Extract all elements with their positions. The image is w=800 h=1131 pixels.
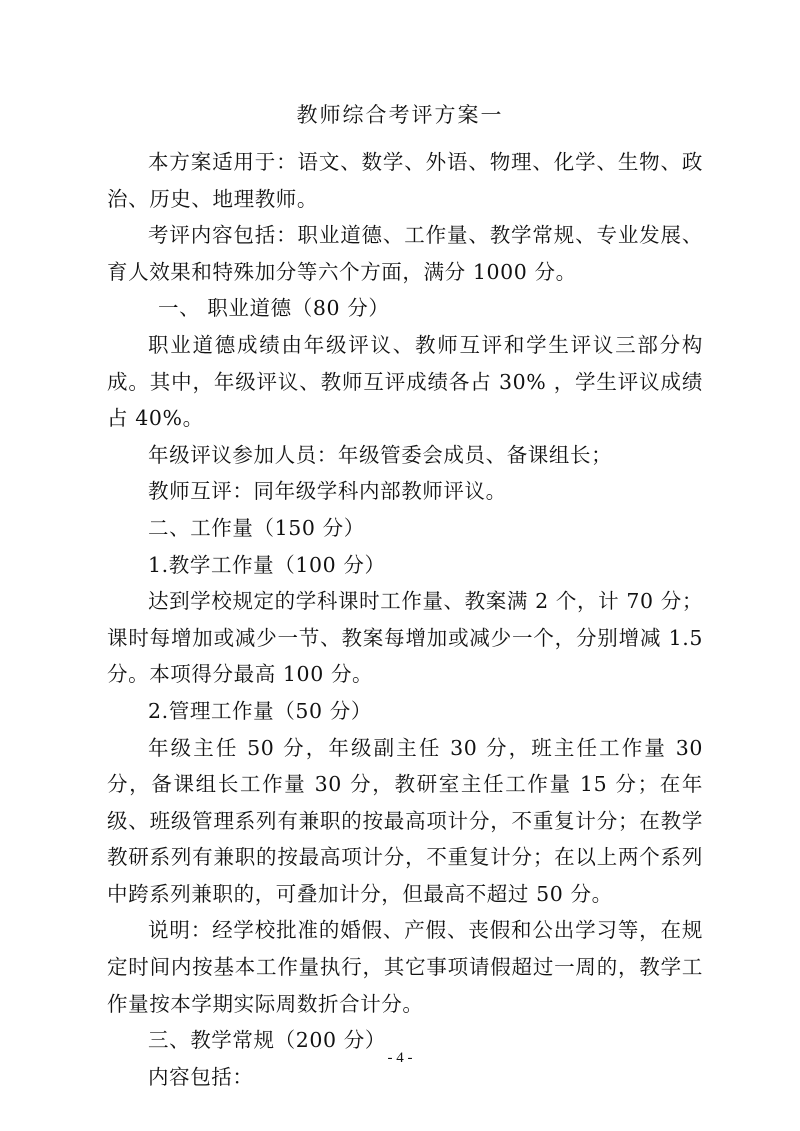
- heading-professional-ethics: 一、 职业道德（80 分）: [158, 296, 390, 321]
- paragraph-scope: 本方案适用于：语文、数学、外语、物理、化学、生物、政治、历史、地理教师。: [107, 150, 703, 211]
- paragraph-teaching-workload-rules: 达到学校规定的学科课时工作量、教案满 2 个，计 70 分；课时每增加或减少一节、教案每增加或减少一个，分别增减 1.5 分。本项得分最高 100 分。: [107, 589, 703, 687]
- heading-teaching-routine: 三、教学常规（200 分）: [148, 1028, 386, 1053]
- paragraph-grade-review-members: 年级评议参加人员：年级管委会成员、备课组长；: [148, 442, 613, 467]
- paragraph-content-overview: 考评内容包括：职业道德、工作量、教学常规、专业发展、育人效果和特殊加分等六个方面，满分 1000 分。: [107, 223, 703, 284]
- paragraph-leave-note: 说明：经学校批准的婚假、产假、丧假和公出学习等，在规定时间内按基本工作量执行，其它事项请假超过一周的，教学工作量按本学期实际周数折合计分。: [107, 918, 703, 1016]
- paragraph-ethics-composition: 职业道德成绩由年级评议、教师互评和学生评议三部分构成。其中，年级评议、教师互评成绩各占 30% ，学生评议成绩占 40%。: [107, 332, 703, 431]
- document-title: 教师综合考评方案一: [296, 103, 504, 127]
- page-number: - 4 -: [387, 1050, 413, 1066]
- heading-teaching-workload: 1.教学工作量（100 分）: [148, 552, 386, 577]
- paragraph-content-includes: 内容包括：: [148, 1064, 254, 1089]
- heading-workload: 二、工作量（150 分）: [148, 515, 365, 540]
- heading-management-workload: 2.管理工作量（50 分）: [148, 698, 372, 723]
- paragraph-management-workload-rules: 年级主任 50 分，年级副主任 30 分，班主任工作量 30 分，备课组长工作量 30 分，教研室主任工作量 15 分；在年级、班级管理系列有兼职的按最高项计分，不重复计分；在教学教研系列有兼职的按最高项计分，不重复计分；在以上两个系列中跨系列兼职的，可叠加计分，但最高不超过 50 分。: [107, 735, 703, 906]
- document-body: [107, 144, 703, 1095]
- paragraph-peer-review: 教师互评：同年级学科内部教师评议。: [148, 479, 507, 504]
